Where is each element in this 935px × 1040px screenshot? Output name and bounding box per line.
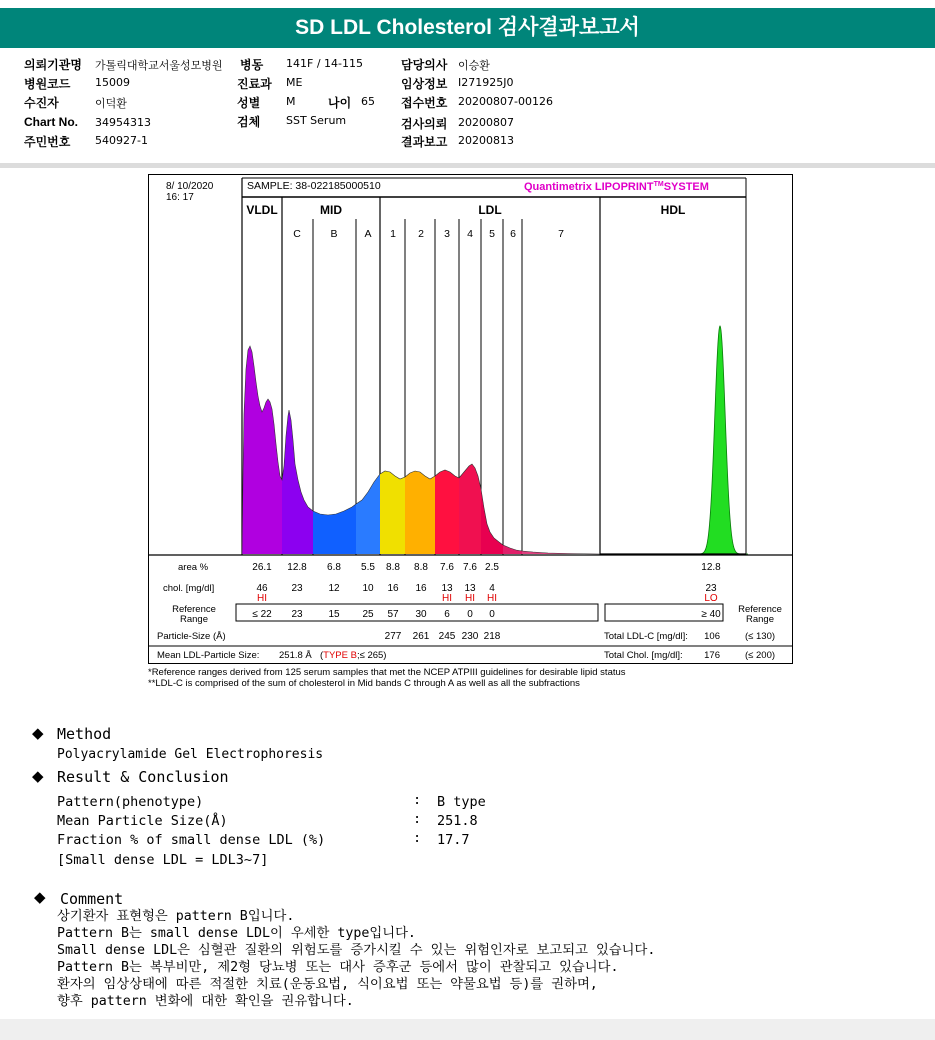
area-value: 5.5	[361, 562, 375, 573]
ref-row-label-2: Range	[180, 614, 208, 625]
area-value: 12.8	[287, 562, 307, 573]
hospital-value: 가톨릭대학교서울성모병원	[95, 59, 223, 72]
chol-row-label: chol. [mg/dl]	[163, 583, 215, 594]
idno-label: 주민번호	[24, 135, 71, 149]
chol-value: 23	[291, 583, 303, 594]
doctor-label: 담당의사	[401, 58, 448, 72]
area-value: 7.6	[440, 562, 454, 573]
particle-size-value: 277	[384, 631, 402, 642]
lipoprint-chart	[148, 174, 794, 666]
band-label-a: A	[364, 228, 372, 240]
band-label-7: 7	[558, 228, 564, 240]
receipt-label: 접수번호	[401, 96, 448, 110]
band-label-2: 2	[418, 228, 424, 240]
particle-row-label: Particle-Size (Å)	[157, 631, 226, 642]
particle-size-value: 245	[438, 631, 456, 642]
comment-line-5: 환자의 임상상태에 따른 적절한 치료(운동요법, 식이요법 또는 약물요법 등)를 권하며,	[57, 977, 598, 992]
area-value: 26.1	[252, 562, 272, 573]
group-hdl: HDL	[660, 203, 686, 217]
ref-row-label-right-1: Reference	[738, 604, 782, 615]
dept-value: ME	[286, 76, 303, 89]
band-label-c: C	[293, 228, 301, 240]
footnote-1: *Reference ranges derived from 125 serum samples that met the NCEP ATPIII guidelines for desirable lipid status	[148, 667, 626, 678]
group-mid: MID	[320, 203, 342, 217]
comment-line-3: Small dense LDL은 심혈관 질환의 위험도를 증가시킬 수 있는 위험인자로 보고되고 있습니다.	[57, 943, 656, 958]
chart-date: 8/ 10/2020	[166, 181, 214, 192]
specimen-label: 검체	[237, 115, 261, 129]
hdl-chol-value: 23	[705, 583, 717, 594]
result-size-value: 251.8	[437, 813, 478, 829]
idno-value: 540927-1	[95, 134, 148, 147]
ref-value: ≤ 22	[252, 609, 272, 620]
area-value: 2.5	[485, 562, 499, 573]
clinical-label: 임상정보	[401, 77, 448, 91]
result-size-colon: :	[413, 811, 422, 827]
mean-size-value: 251.8 Å	[279, 650, 312, 661]
ref-value: 0	[467, 609, 473, 620]
result-pattern-colon: :	[413, 792, 422, 808]
ref-value: 30	[415, 609, 427, 620]
result-pattern-label: Pattern(phenotype)	[57, 794, 204, 810]
particle-size-value: 218	[483, 631, 501, 642]
chol-flag: HI	[257, 593, 267, 604]
bottom-bar	[0, 1019, 935, 1040]
result-note: [Small dense LDL = LDL3~7]	[57, 852, 269, 868]
ward-value: 141F / 14-115	[286, 57, 363, 70]
hdl-ref-value: ≥ 40	[701, 609, 721, 620]
receipt-value: 20200807-00126	[458, 95, 553, 108]
chol-flag: HI	[442, 593, 452, 604]
chol-value: 12	[328, 583, 340, 594]
chol-value: 46	[256, 583, 268, 594]
age-value: 65	[361, 95, 375, 108]
chol-value: 16	[415, 583, 427, 594]
footnote-2: **LDL-C is comprised of the sum of cholesterol in Mid bands C through A as well as all the subfractions	[148, 678, 580, 689]
total-chol-label: Total Chol. [mg/dl]:	[604, 650, 683, 661]
chol-flag: HI	[465, 593, 475, 604]
total-ldl-value: 106	[704, 631, 720, 642]
band-label-b: B	[330, 228, 338, 240]
report-value: 20200813	[458, 134, 514, 147]
report-label: 결과보고	[401, 135, 448, 149]
result-fraction-value: 17.7	[437, 832, 470, 848]
patient-info	[0, 52, 935, 160]
ward-label: 병동	[240, 58, 264, 72]
comment-line-2: Pattern B는 small dense LDL이 우세한 type입니다.	[57, 926, 416, 941]
band-label-4: 4	[467, 228, 473, 240]
ref-row-label-right-2: Range	[746, 614, 774, 625]
chol-value: 4	[489, 583, 495, 594]
patient-label: 수진자	[24, 96, 59, 110]
result-title: Result & Conclusion	[57, 768, 229, 786]
group-ldl: LDL	[478, 203, 502, 217]
specimen-value: SST Serum	[286, 114, 347, 127]
particle-size-value: 230	[461, 631, 479, 642]
area-value: 7.6	[463, 562, 477, 573]
result-pattern-value: B type	[437, 794, 486, 810]
header-divider	[0, 163, 935, 168]
method-title: Method	[57, 725, 112, 743]
result-bullet-icon: ◆	[32, 767, 44, 785]
ref-value: 15	[328, 609, 340, 620]
ref-value: 6	[444, 609, 450, 620]
total-chol-ref: (≤ 200)	[745, 650, 776, 661]
request-value: 20200807	[458, 116, 514, 129]
comment-line-4: Pattern B는 복부비만, 제2형 당뇨병 또는 대사 증후군 등에서 많이 관찰되고 있습니다.	[57, 960, 619, 975]
hospcode-value: 15009	[95, 76, 130, 89]
band-label-3: 3	[444, 228, 450, 240]
band-label-6: 6	[510, 228, 516, 240]
clinical-value: I271925J0	[458, 76, 514, 89]
sex-label: 성별	[237, 96, 261, 110]
comment-line-6: 향후 pattern 변화에 대한 확인을 권유합니다.	[57, 994, 354, 1009]
ref-value: 57	[387, 609, 399, 620]
chart-sample: SAMPLE: 38-022185000510	[247, 180, 381, 192]
group-vldl: VLDL	[246, 203, 278, 217]
doctor-value: 이승환	[458, 59, 490, 72]
chol-value: 10	[362, 583, 374, 594]
report-title: SD LDL Cholesterol 검사결과보고서	[0, 8, 935, 48]
chol-value: 16	[387, 583, 399, 594]
hospital-label: 의뢰기관명	[24, 58, 82, 72]
comment-line-1: 상기환자 표현형은 pattern B입니다.	[57, 909, 295, 924]
sex-value: M	[286, 95, 296, 108]
chol-value: 13	[464, 583, 476, 594]
area-value: 8.8	[386, 562, 400, 573]
particle-size-value: 261	[412, 631, 430, 642]
area-row-label: area %	[178, 562, 209, 573]
result-fraction-colon: :	[413, 830, 422, 846]
ref-value: 23	[291, 609, 303, 620]
result-size-label: Mean Particle Size(Å)	[57, 813, 228, 829]
hospcode-label: 병원코드	[24, 77, 71, 91]
ref-value: 0	[489, 609, 495, 620]
method-bullet-icon: ◆	[32, 724, 44, 742]
result-fraction-label: Fraction % of small dense LDL (%)	[57, 832, 326, 848]
chol-flag: HI	[487, 593, 497, 604]
comment-bullet-icon: ◆	[34, 888, 46, 906]
total-ldl-ref: (≤ 130)	[745, 631, 776, 642]
mean-size-label: Mean LDL-Particle Size:	[157, 650, 260, 661]
chart-time: 16: 17	[166, 192, 194, 203]
chol-value: 13	[441, 583, 453, 594]
total-ldl-label: Total LDL-C [mg/dl]:	[604, 631, 688, 642]
band-label-1: 1	[390, 228, 396, 240]
chartno-label: Chart No.	[24, 115, 78, 129]
total-chol-value: 176	[704, 650, 720, 661]
ref-row-label-1: Reference	[172, 604, 216, 615]
dept-label: 진료과	[237, 77, 272, 91]
patient-value: 이덕환	[95, 97, 127, 110]
chartno-value: 34954313	[95, 116, 151, 129]
area-value: 6.8	[327, 562, 341, 573]
band-label-5: 5	[489, 228, 495, 240]
request-label: 검사의뢰	[401, 117, 448, 131]
area-value: 8.8	[414, 562, 428, 573]
comment-title: Comment	[60, 890, 124, 908]
ref-value: 25	[362, 609, 374, 620]
method-text: Polyacrylamide Gel Electrophoresis	[57, 747, 324, 762]
hdl-area-value: 12.8	[701, 562, 721, 573]
chart-brand: Quantimetrix LIPOPRINT™SYSTEM	[524, 181, 709, 193]
mean-size-type: (TYPE B;≤ 265)	[320, 650, 387, 661]
hdl-chol-flag: LO	[704, 593, 718, 604]
age-label: 나이	[328, 96, 352, 110]
